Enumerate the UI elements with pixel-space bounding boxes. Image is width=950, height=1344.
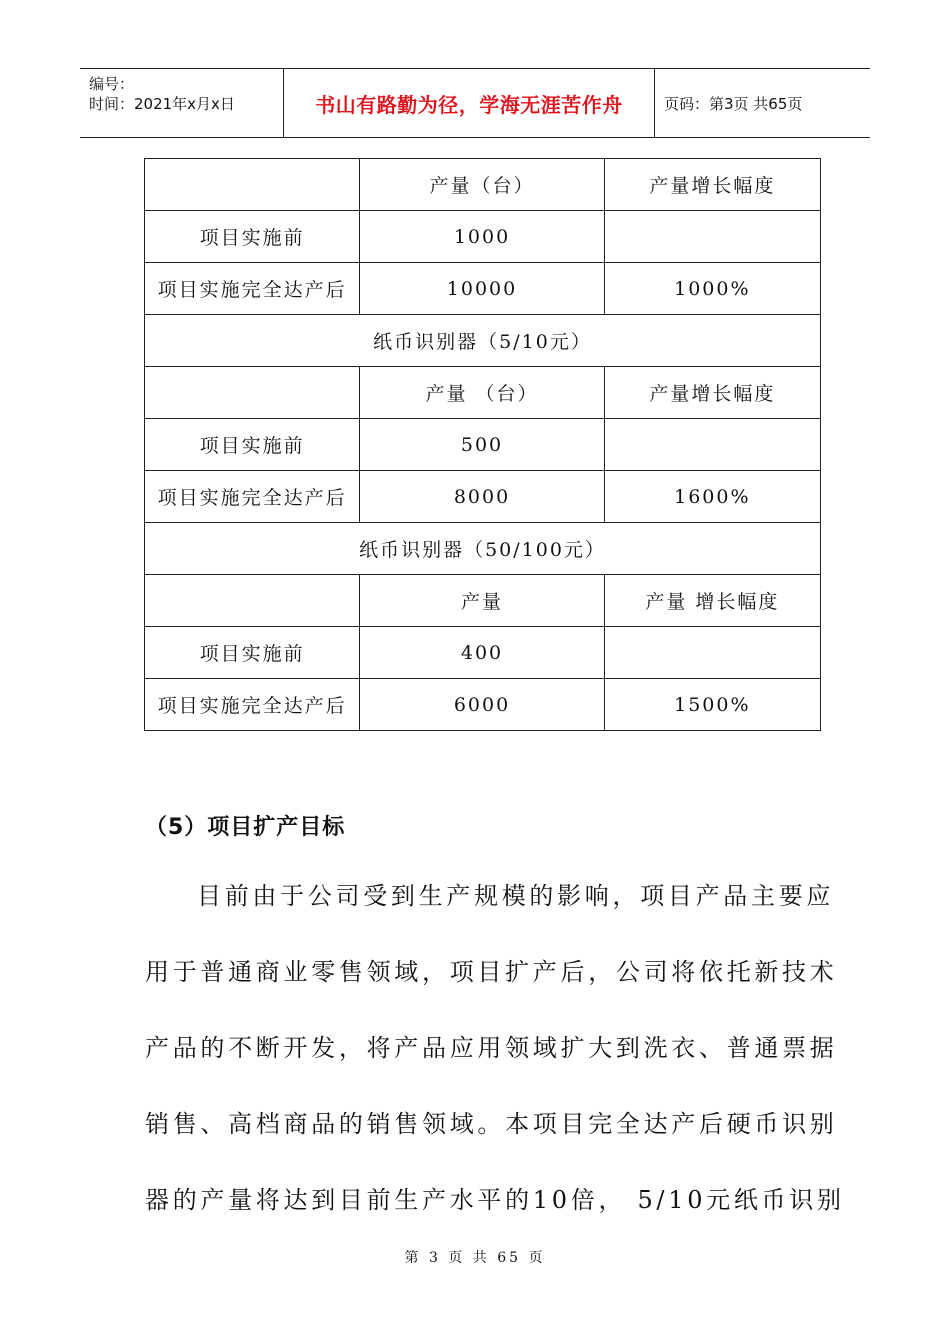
table-cell: 400 [360,627,604,679]
paragraph-line: 目前由于公司受到生产规模的影响，项目产品主要应 [197,882,835,910]
table-cell [145,367,360,419]
table-cell: 产量 （台） [360,367,604,419]
table-row [145,367,821,419]
table-row [145,575,821,627]
table-cell: 1000 [360,211,604,263]
table-cell: 产量 [360,575,604,627]
section-paragraph [145,858,845,1238]
table-cell: 项目实施前 [145,419,360,471]
paragraph-line: 产品的不断开发，将产品应用领域扩大到洗衣、普通票据 [145,1034,838,1062]
table-row [145,523,821,575]
table-row [145,211,821,263]
table-row [145,679,821,731]
table-cell: 6000 [360,679,604,731]
number-label: 编号： [89,75,135,93]
table-cell: 项目实施前 [145,627,360,679]
table-cell [604,419,820,471]
table-cell [604,211,820,263]
table-cell: 500 [360,419,604,471]
table-cell: 产量（台） [360,159,604,211]
table-row [145,263,821,315]
production-table [144,158,821,731]
table-cell: 1600% [604,471,820,523]
page-info: 页码：第3页 共65页 [664,94,803,113]
table-cell [145,159,360,211]
time-label: 时间：2021年x月x日 [89,95,235,113]
table-row [145,471,821,523]
table-cell: 产量 增长幅度 [604,575,820,627]
table-cell: 产量增长幅度 [604,159,820,211]
table-row [145,315,821,367]
header-page-cell [654,69,870,137]
table-cell: 项目实施完全达产后 [145,679,360,731]
table-cell: 8000 [360,471,604,523]
table-cell: 10000 [360,263,604,315]
header-motto-cell [283,69,655,137]
table-row [145,419,821,471]
motto-text: 书山有路勤为径，学海无涯苦作舟 [315,92,623,117]
table-row [145,159,821,211]
paragraph-line: 销售、高档商品的销售领域。本项目完全达产后硬币识别 [145,1110,838,1138]
page-footer: 第 3 页 共 65 页 [404,1250,546,1266]
table-cell: 项目实施完全达产后 [145,263,360,315]
table-row [145,627,821,679]
page-header [80,68,870,138]
header-left-cell [80,69,283,137]
table-cell: 1500% [604,679,820,731]
table-cell [604,627,820,679]
table-cell [145,575,360,627]
paragraph-line: 用于普通商业零售领域，项目扩产后，公司将依托新技术 [145,958,838,986]
section-title: （5）项目扩产目标 [145,815,346,840]
table-cell: 1000% [604,263,820,315]
table-group-heading: 纸币识别器（50/100元） [145,523,821,575]
table-cell: 产量增长幅度 [604,367,820,419]
table-group-heading: 纸币识别器（5/10元） [145,315,821,367]
table-cell: 项目实施完全达产后 [145,471,360,523]
paragraph-line: 器的产量将达到目前生产水平的10倍， 5/10元纸币识别 [145,1186,845,1214]
table-cell: 项目实施前 [145,211,360,263]
